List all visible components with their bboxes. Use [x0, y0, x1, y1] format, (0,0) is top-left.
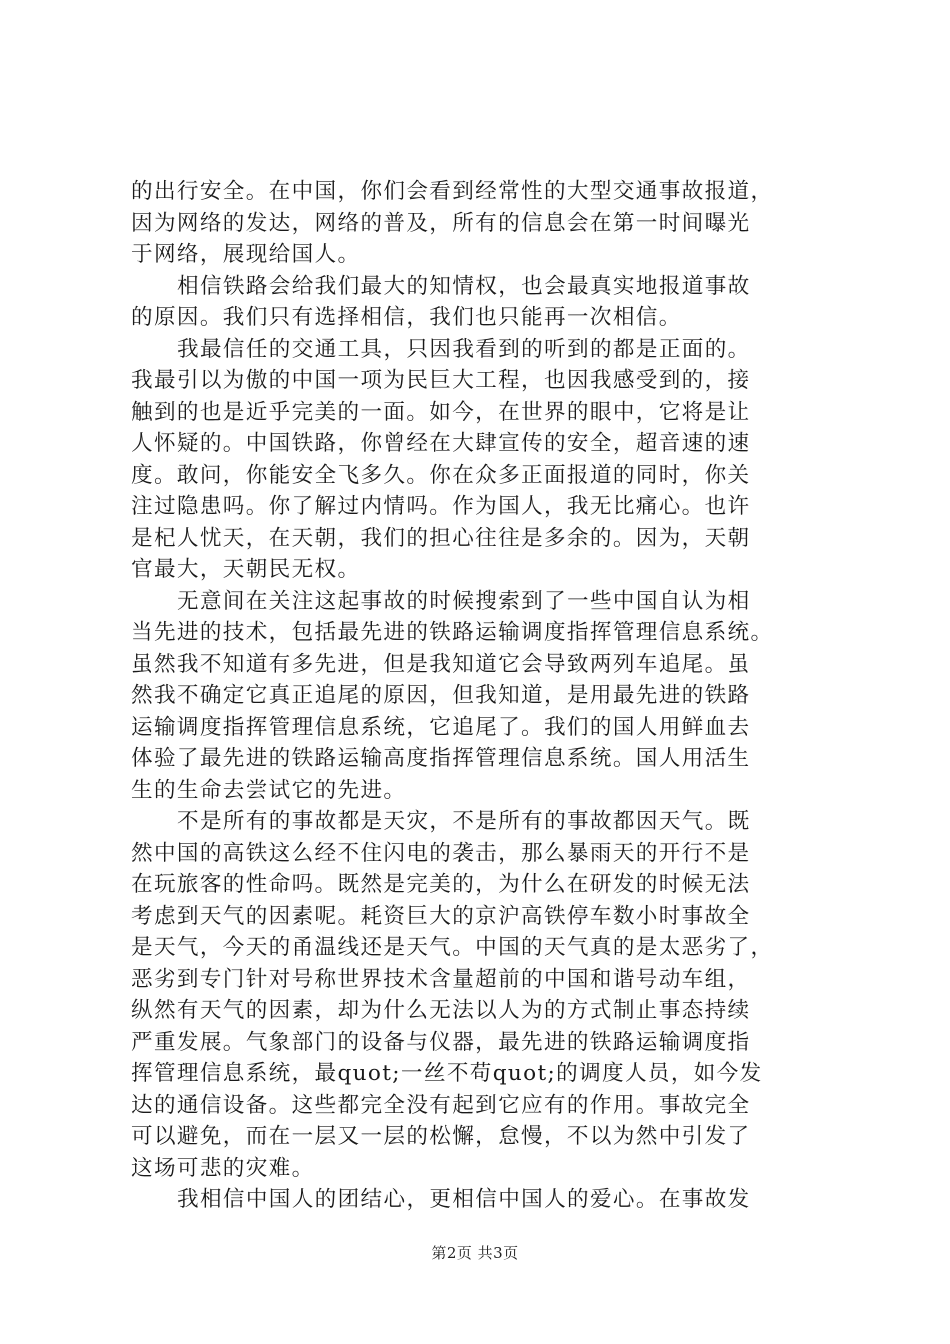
text-line: 考虑到天气的因素呢。耗资巨大的京沪高铁停车数小时事故全: [131, 903, 751, 929]
page-number-label: 第2页 共3页: [431, 1244, 519, 1262]
paragraph-first-line: 我最信任的交通工具，只因我看到的听到的都是正面的。: [177, 336, 751, 362]
text-line: 触到的也是近乎完美的一面。如今，在世界的眼中，它将是让: [131, 399, 751, 425]
text-line: 挥管理信息系统，最quot;一丝不苟quot;的调度人员，如今发: [131, 1061, 763, 1086]
text-line: 然中国的高铁这么经不住闪电的袭击，那么暴雨天的开行不是: [131, 840, 751, 866]
text-line: 在玩旅客的性命吗。既然是完美的，为什么在研发的时候无法: [131, 872, 751, 897]
text-line: 这场可悲的灾难。: [131, 1155, 315, 1181]
paragraph-first-line: 相信铁路会给我们最大的知情权，也会最真实地报道事故: [177, 273, 751, 299]
text-line: 度。敢问，你能安全飞多久。你在众多正面报道的同时，你关: [131, 462, 751, 488]
text-line: 虽然我不知道有多先进，但是我知道它会导致两列车追尾。虽: [131, 651, 751, 677]
text-line: 因为网络的发达，网络的普及，所有的信息会在第一时间曝光: [131, 210, 751, 236]
text-line: 是天气，今天的甬温线还是天气。中国的天气真的是太恶劣了，: [131, 935, 774, 960]
text-line: 的原因。我们只有选择相信，我们也只能再一次相信。: [131, 305, 682, 330]
text-line: 注过隐患吗。你了解过内情吗。作为国人，我无比痛心。也许: [131, 494, 751, 519]
text-line: 恶劣到专门针对号称世界技术含量超前的中国和谐号动车组，: [131, 966, 751, 992]
paragraph-first-line: 无意间在关注这起事故的时候搜索到了一些中国自认为相: [177, 588, 751, 614]
paragraph-first-line: 不是所有的事故都是天灾，不是所有的事故都因天气。既: [177, 809, 751, 834]
paragraph-first-line: 我相信中国人的团结心，更相信中国人的爱心。在事故发: [177, 1187, 751, 1212]
text-line: 纵然有天气的因素，却为什么无法以人为的方式制止事态持续: [131, 998, 751, 1023]
text-line: 严重发展。气象部门的设备与仪器，最先进的铁路运输调度指: [131, 1029, 751, 1055]
text-line: 体验了最先进的铁路运输高度指挥管理信息系统。国人用活生: [131, 746, 751, 771]
text-line: 然我不确定它真正追尾的原因，但我知道，是用最先进的铁路: [131, 683, 751, 708]
text-line: 可以避免，而在一层又一层的松懈，怠慢，不以为然中引发了: [131, 1124, 751, 1149]
text-line: 是杞人忧天，在天朝，我们的担心往往是多余的。因为，天朝: [131, 525, 751, 551]
text-line: 官最大，天朝民无权。: [131, 557, 361, 582]
text-line: 于网络，展现给国人。: [131, 242, 361, 267]
text-line: 达的通信设备。这些都完全没有起到它应有的作用。事故完全: [131, 1092, 751, 1118]
text-line: 生的生命去尝试它的先进。: [131, 777, 407, 803]
text-line: 的出行安全。在中国，你们会看到经常性的大型交通事故报道，: [131, 179, 774, 204]
page-footer: [0, 1244, 950, 1262]
text-line: 人怀疑的。中国铁路，你曾经在大肆宣传的安全，超音速的速: [131, 431, 751, 456]
text-line: 我最引以为傲的中国一项为民巨大工程，也因我感受到的，接: [131, 368, 751, 393]
text-line: 运输调度指挥管理信息系统，它追尾了。我们的国人用鲜血去: [131, 714, 751, 740]
text-line: 当先进的技术，包括最先进的铁路运输调度指挥管理信息系统。: [131, 620, 774, 645]
document-body: [131, 176, 826, 1216]
